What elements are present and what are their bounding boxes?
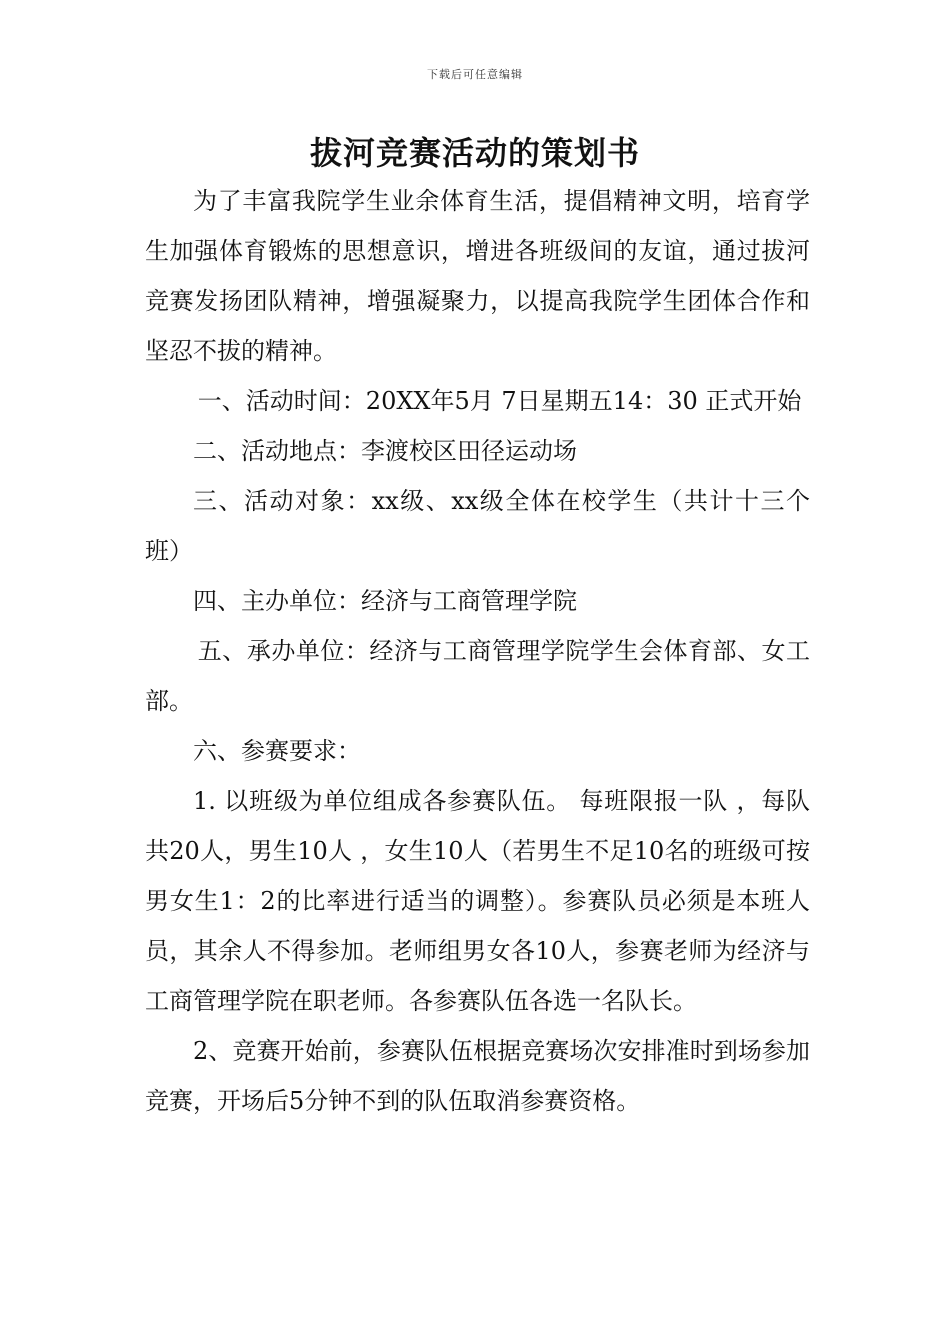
activity-time: 一、活动时间：20XX年5月 7日星期五14：30 正式开始 xyxy=(197,387,802,415)
organizer: 四、主办单位：经济与工商管理学院 xyxy=(193,587,577,615)
requirement-2: 2、竞赛开始前，参赛队伍根据竞赛场次安排准时到场参加竞赛，开场后5分钟不到的队伍取消参赛资格。 xyxy=(145,1037,810,1115)
requirement-1: 1. 以班级为单位组成各参赛队伍。 每班限报一队 ，每队共20人，男生10人 ，女生10人（若男生不足10名的班级可按男女生1：2的比率进行适当的调整）。参赛队员必须是本班人员，其余人不得参加。老师组男女各10人，参赛老师为经济与工商管理学院在职老师。各参赛队伍各选一名队长。 xyxy=(145,787,810,1015)
document-title: 拔河竞赛活动的策划书 xyxy=(309,134,640,172)
activity-location: 二、活动地点：李渡校区田径运动场 xyxy=(193,437,577,465)
document-body xyxy=(145,176,810,1126)
intro-paragraph: 为了丰富我院学生业余体育生活，提倡精神文明，培育学生加强体育锻炼的思想意识，增进各班级间的友谊，通过拔河竞赛发扬团队精神，增强凝聚力，以提高我院学生团体合作和坚忍不拔的精神。 xyxy=(145,187,810,365)
header-note: 下载后可任意编辑 xyxy=(427,68,523,81)
requirements-heading: 六、参赛要求： xyxy=(193,737,361,765)
co-organizer: 五、承办单位：经济与工商管理学院学生会体育部、女工部。 xyxy=(145,637,810,715)
activity-participants: 三、活动对象：xx级、xx级全体在校学生（共计十三个班） xyxy=(145,487,810,565)
